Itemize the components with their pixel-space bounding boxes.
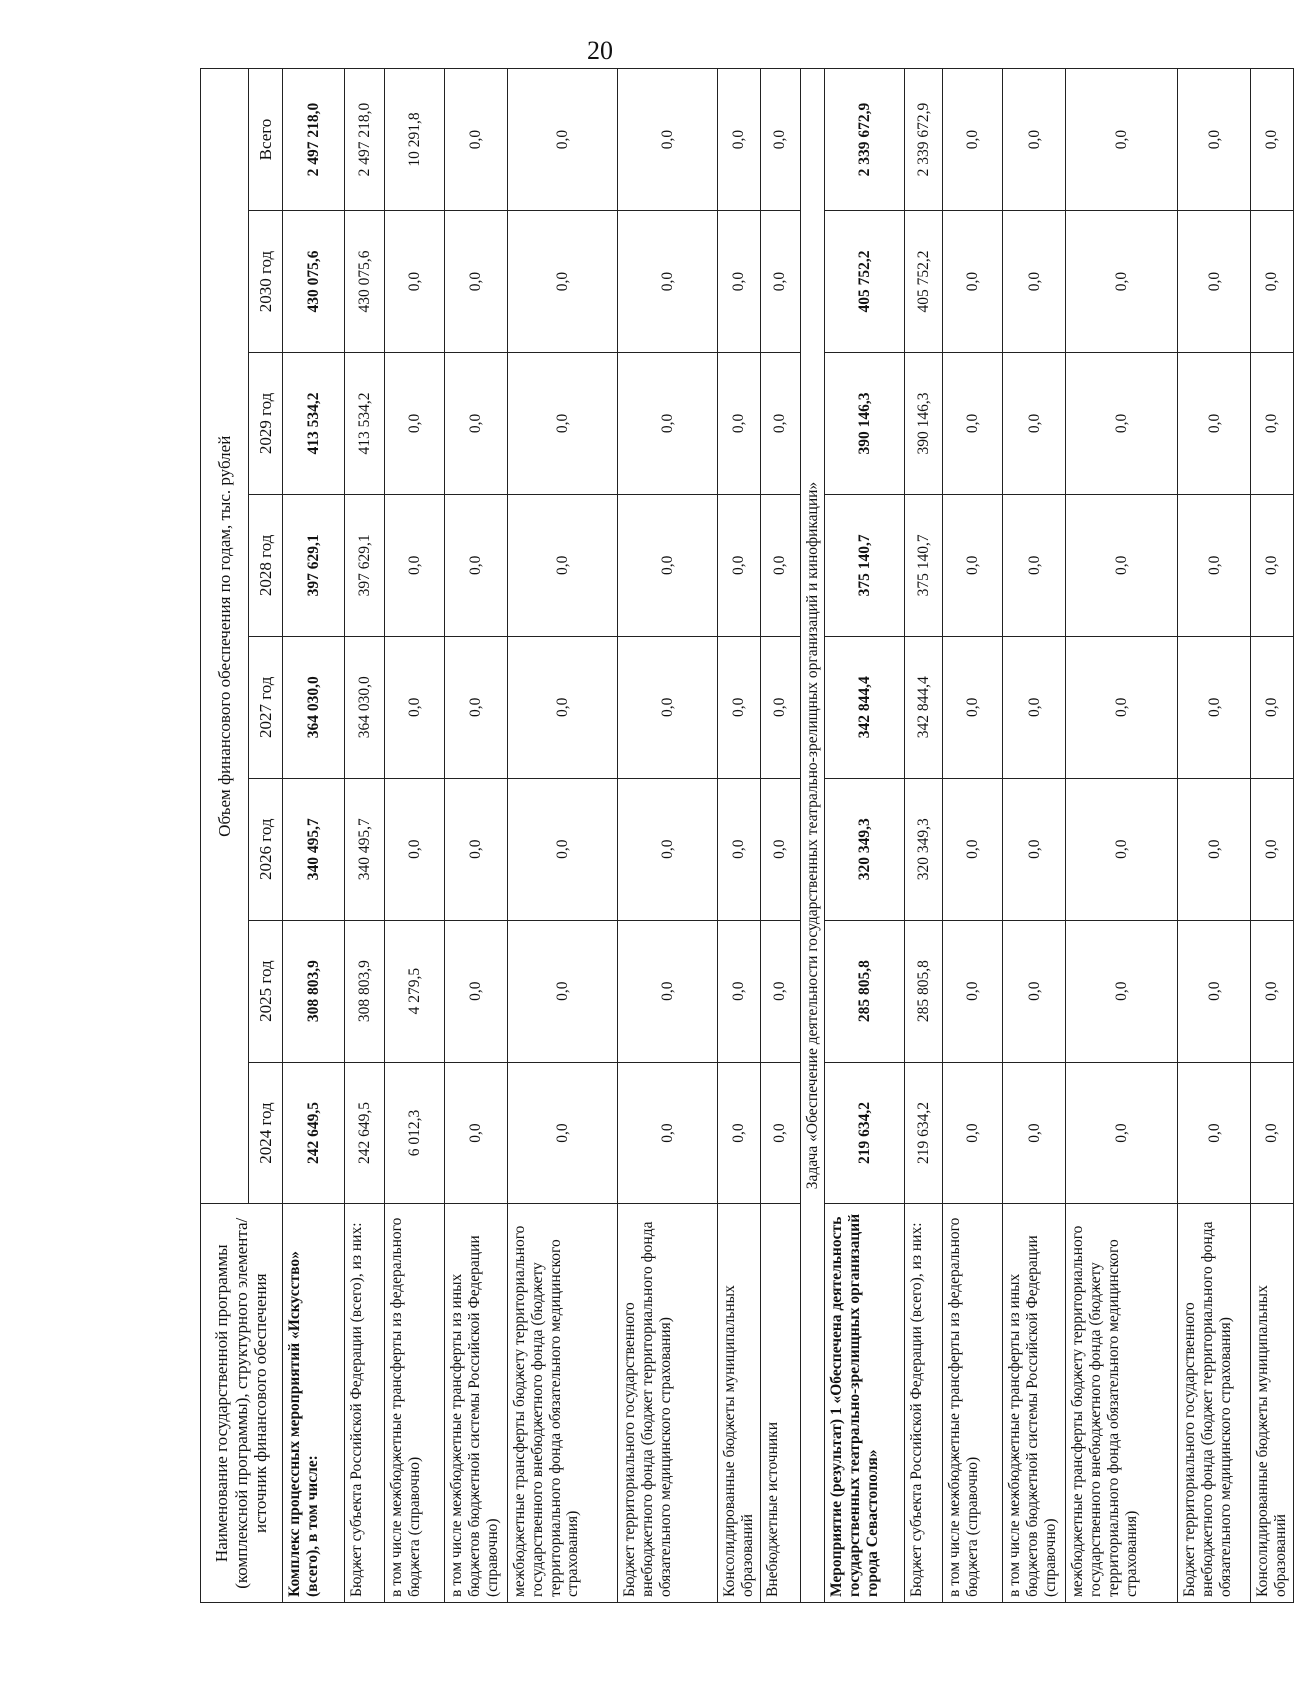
row-value: 0,0 — [1066, 1062, 1178, 1204]
table-row — [1251, 69, 1294, 1603]
row-value: 308 803,9 — [283, 920, 345, 1062]
row-value: 0,0 — [1178, 778, 1251, 920]
row-value: 0,0 — [718, 494, 761, 636]
row-name: Бюджет территориального государственного внебюджетного фонда (бюджет территориального фонда обязательного медицинского страхования) — [1178, 1204, 1251, 1603]
row-value: 4 279,5 — [385, 920, 445, 1062]
row-value: 0,0 — [943, 211, 1003, 353]
row-value: 219 634,2 — [905, 1062, 943, 1204]
row-value: 219 634,2 — [825, 1062, 905, 1204]
row-value: 342 844,4 — [825, 636, 905, 778]
row-value: 0,0 — [508, 494, 618, 636]
row-value: 0,0 — [618, 920, 718, 1062]
row-value: 375 140,7 — [905, 494, 943, 636]
row-value: 0,0 — [1066, 778, 1178, 920]
row-value: 0,0 — [943, 920, 1003, 1062]
row-value: 430 075,6 — [345, 211, 385, 353]
row-value: 0,0 — [445, 211, 508, 353]
row-name: межбюджетные трансферты бюджету территориального государственного внебюджетного фонда (бюджету территориального фонда обязательного медицинского страхования) — [508, 1204, 618, 1603]
table-row — [1178, 69, 1251, 1603]
row-value: 0,0 — [1003, 1062, 1066, 1204]
header-year: 2026 год — [249, 778, 283, 920]
header-year: 2024 год — [249, 1062, 283, 1204]
row-value: 0,0 — [508, 1062, 618, 1204]
header-total: Всего — [249, 69, 283, 211]
row-value: 0,0 — [508, 778, 618, 920]
row-value: 0,0 — [1003, 352, 1066, 494]
rotated-table-container — [200, 68, 1290, 1603]
row-total: 0,0 — [1066, 69, 1178, 211]
row-value: 0,0 — [1003, 494, 1066, 636]
row-value: 0,0 — [943, 1062, 1003, 1204]
row-value: 6 012,3 — [385, 1062, 445, 1204]
row-value: 0,0 — [760, 778, 800, 920]
row-value: 0,0 — [943, 636, 1003, 778]
row-value: 405 752,2 — [825, 211, 905, 353]
table-row — [618, 69, 718, 1603]
row-total: 0,0 — [1251, 69, 1294, 211]
row-value: 0,0 — [618, 636, 718, 778]
row-value: 0,0 — [943, 778, 1003, 920]
row-value: 0,0 — [760, 352, 800, 494]
row-value: 340 495,7 — [345, 778, 385, 920]
row-value: 0,0 — [1003, 211, 1066, 353]
row-value: 0,0 — [1178, 211, 1251, 353]
row-value: 0,0 — [1251, 778, 1294, 920]
row-value: 0,0 — [1251, 920, 1294, 1062]
row-value: 0,0 — [508, 636, 618, 778]
row-value: 0,0 — [943, 352, 1003, 494]
row-value: 0,0 — [1003, 920, 1066, 1062]
row-value: 0,0 — [445, 494, 508, 636]
row-value: 0,0 — [385, 778, 445, 920]
header-name: Наименование государственной программы (комплексной программы), структурного элемента/источник финансового обеспечения — [201, 1204, 283, 1603]
row-value: 342 844,4 — [905, 636, 943, 778]
row-value: 0,0 — [1003, 778, 1066, 920]
header-group: Объем финансового обеспечения по годам, тыс. рублей — [201, 69, 249, 1205]
row-value: 0,0 — [1003, 636, 1066, 778]
row-total: 0,0 — [1178, 69, 1251, 211]
row-total: 2 497 218,0 — [345, 69, 385, 211]
row-value: 340 495,7 — [283, 778, 345, 920]
row-value: 0,0 — [1251, 494, 1294, 636]
table-row — [445, 69, 508, 1603]
row-value: 0,0 — [445, 920, 508, 1062]
row-value: 0,0 — [1066, 636, 1178, 778]
row-value: 0,0 — [718, 920, 761, 1062]
row-value: 0,0 — [445, 1062, 508, 1204]
row-value: 430 075,6 — [283, 211, 345, 353]
row-total: 0,0 — [1003, 69, 1066, 211]
row-value: 0,0 — [760, 636, 800, 778]
row-name: в том числе межбюджетные трансферты из иных бюджетов бюджетной системы Российской Федерации (справочно) — [1003, 1204, 1066, 1603]
row-value: 0,0 — [1066, 211, 1178, 353]
row-value: 0,0 — [718, 352, 761, 494]
row-value: 0,0 — [618, 1062, 718, 1204]
row-value: 0,0 — [1178, 920, 1251, 1062]
header-year: 2030 год — [249, 211, 283, 353]
row-total: 0,0 — [760, 69, 800, 211]
row-total: 2 497 218,0 — [283, 69, 345, 211]
row-name: межбюджетные трансферты бюджету территориального государственного внебюджетного фонда (бюджету территориального фонда обязательного медицинского страхования) — [1066, 1204, 1178, 1603]
row-value: 0,0 — [618, 778, 718, 920]
row-value: 0,0 — [1251, 352, 1294, 494]
row-value: 0,0 — [445, 636, 508, 778]
row-value: 0,0 — [1251, 636, 1294, 778]
header-year: 2029 год — [249, 352, 283, 494]
row-name: Бюджет субъекта Российской Федерации (всего), из них: — [345, 1204, 385, 1603]
row-value: 285 805,8 — [825, 920, 905, 1062]
table-row — [1003, 69, 1066, 1603]
row-value: 320 349,3 — [905, 778, 943, 920]
row-value: 0,0 — [385, 211, 445, 353]
row-value: 0,0 — [718, 778, 761, 920]
row-name: Консолидированные бюджеты муниципальных образований — [718, 1204, 761, 1603]
row-value: 0,0 — [1178, 494, 1251, 636]
row-value: 0,0 — [618, 352, 718, 494]
row-total: 0,0 — [718, 69, 761, 211]
row-total: 2 339 672,9 — [825, 69, 905, 211]
row-value: 0,0 — [1251, 1062, 1294, 1204]
row-value: 0,0 — [1251, 211, 1294, 353]
row-value: 0,0 — [508, 920, 618, 1062]
row-name: в том числе межбюджетные трансферты из федерального бюджета (справочно) — [943, 1204, 1003, 1603]
row-value: 285 805,8 — [905, 920, 943, 1062]
row-value: 397 629,1 — [345, 494, 385, 636]
row-name: Комплекс процессных мероприятий «Искусство» (всего), в том числе: — [283, 1204, 345, 1603]
table-row — [283, 69, 345, 1603]
row-value: 0,0 — [718, 211, 761, 353]
table-row — [718, 69, 761, 1603]
row-value: 0,0 — [1066, 920, 1178, 1062]
row-value: 0,0 — [1178, 352, 1251, 494]
row-value: 0,0 — [760, 211, 800, 353]
row-value: 0,0 — [718, 636, 761, 778]
row-value: 0,0 — [445, 778, 508, 920]
row-value: 0,0 — [508, 352, 618, 494]
row-value: 364 030,0 — [283, 636, 345, 778]
row-value: 0,0 — [618, 494, 718, 636]
row-name: Мероприятие (результат) 1 «Обеспечена деятельность государственных театрально-зрелищных организаций города Севастополя» — [825, 1204, 905, 1603]
table-row — [508, 69, 618, 1603]
table-row — [825, 69, 905, 1603]
row-value: 0,0 — [385, 494, 445, 636]
row-value: 0,0 — [385, 352, 445, 494]
table-row — [943, 69, 1003, 1603]
row-value: 0,0 — [385, 636, 445, 778]
row-value: 0,0 — [618, 211, 718, 353]
header-year: 2025 год — [249, 920, 283, 1062]
row-value: 308 803,9 — [345, 920, 385, 1062]
table-row — [385, 69, 445, 1603]
row-total: 0,0 — [508, 69, 618, 211]
row-value: 413 534,2 — [345, 352, 385, 494]
row-value: 0,0 — [760, 920, 800, 1062]
row-value: 0,0 — [718, 1062, 761, 1204]
table-row — [905, 69, 943, 1603]
table-row — [760, 69, 800, 1603]
row-total: 0,0 — [943, 69, 1003, 211]
row-total: 0,0 — [445, 69, 508, 211]
row-value: 0,0 — [760, 494, 800, 636]
row-total: 2 339 672,9 — [905, 69, 943, 211]
row-value: 390 146,3 — [905, 352, 943, 494]
page-number: 20 — [587, 36, 613, 65]
row-value: 0,0 — [760, 1062, 800, 1204]
header-year: 2027 год — [249, 636, 283, 778]
row-value: 0,0 — [508, 211, 618, 353]
row-value: 0,0 — [445, 352, 508, 494]
header-year: 2028 год — [249, 494, 283, 636]
row-value: 397 629,1 — [283, 494, 345, 636]
row-name: Консолидированные бюджеты муниципальных образований — [1251, 1204, 1294, 1603]
row-value: 390 146,3 — [825, 352, 905, 494]
row-value: 364 030,0 — [345, 636, 385, 778]
row-value: 0,0 — [1178, 1062, 1251, 1204]
row-value: 320 349,3 — [825, 778, 905, 920]
row-value: 242 649,5 — [345, 1062, 385, 1204]
row-value: 242 649,5 — [283, 1062, 345, 1204]
row-total: 0,0 — [618, 69, 718, 211]
row-total: 10 291,8 — [385, 69, 445, 211]
row-name: в том числе межбюджетные трансферты из федерального бюджета (справочно) — [385, 1204, 445, 1603]
table-row — [1066, 69, 1178, 1603]
row-name: Внебюджетные источники — [760, 1204, 800, 1603]
row-value: 413 534,2 — [283, 352, 345, 494]
funding-table — [200, 68, 1294, 1603]
row-name: Бюджет субъекта Российской Федерации (всего), из них: — [905, 1204, 943, 1603]
row-value: 0,0 — [1066, 494, 1178, 636]
row-value: 405 752,2 — [905, 211, 943, 353]
task-row: Задача «Обеспечение деятельности государственных театрально-зрелищных организаций и кинофикации» — [800, 69, 825, 1603]
row-value: 375 140,7 — [825, 494, 905, 636]
row-value: 0,0 — [1178, 636, 1251, 778]
table-row — [345, 69, 385, 1603]
row-value: 0,0 — [943, 494, 1003, 636]
row-value: 0,0 — [1066, 352, 1178, 494]
row-name: Бюджет территориального государственного внебюджетного фонда (бюджет территориального фонда обязательного медицинского страхования) — [618, 1204, 718, 1603]
row-name: в том числе межбюджетные трансферты из иных бюджетов бюджетной системы Российской Федерации (справочно) — [445, 1204, 508, 1603]
